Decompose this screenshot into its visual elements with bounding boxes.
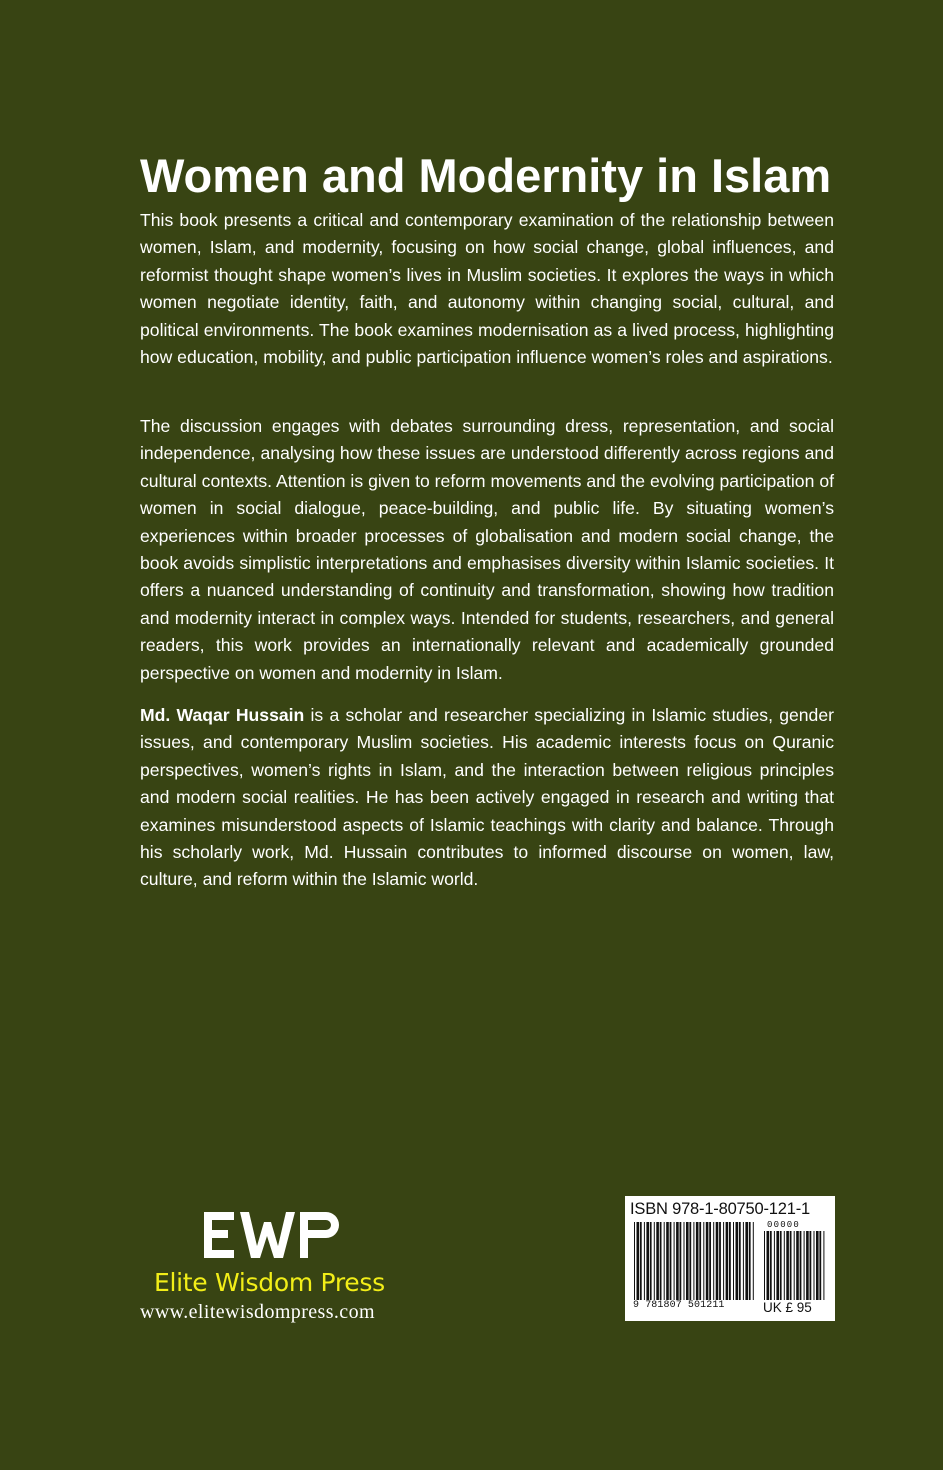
isbn-barcode: [625, 1196, 835, 1321]
ewp-logo-mark: [202, 1208, 342, 1260]
addon-barcode-bars: [763, 1231, 829, 1300]
publisher-name: Elite Wisdom Press: [154, 1268, 385, 1297]
book-title: Women and Modernity in Islam: [140, 149, 832, 202]
author-name: Md. Waqar Hussain: [140, 705, 305, 725]
ean-digits: 9 781807 501211: [633, 1300, 725, 1311]
description-paragraph-2: The discussion engages with debates surrounding dress, representation, and social independence, analysing how these issues are understood differently across regions and cultural contexts. Attention is given to reform movements and the evolving participation of women in social dialogue, peace-building, and public life. By situating women’s experiences within broader processes of globalisation and modern social change, the book avoids simplistic interpretations and emphasises diversity within Islamic societies. It offers a nuanced understanding of continuity and transformation, showing how tradition and modernity interact in complex ways. Intended for students, researchers, and general readers, this work provides an internationally relevant and academically grounded perspective on women and modernity in Islam.: [140, 416, 834, 683]
isbn-number: ISBN 978-1-80750-121-1: [630, 1200, 810, 1218]
barcode-addon-digits: 00000: [767, 1220, 801, 1230]
author-bio-text: is a scholar and researcher specializing in Islamic studies, gender issues, and contemporary Muslim societies. His academic interests focus on Quranic perspectives, women’s rights in Islam, and the interaction between religious principles and modern social realities. He has been actively engaged in research and writing that examines misunderstood aspects of Islamic teachings with clarity and balance. Through his scholarly work, Md. Hussain contributes to informed discourse on women, law, culture, and reform within the Islamic world.: [140, 705, 834, 890]
author-bio-paragraph: [140, 702, 834, 894]
publisher-url: www.elitewisdompress.com: [140, 1301, 375, 1323]
price-label: UK £ 95: [763, 1300, 812, 1315]
description-paragraph-1: This book presents a critical and contemporary examination of the relationship between women, Islam, and modernity, focusing on how social change, global influences, and reformist thought shape women’s lives in Muslim societies. It explores the ways in which women negotiate identity, faith, and autonomy within changing social, cultural, and political environments. The book examines modernisation as a lived process, highlighting how education, mobility, and public participation influence women’s roles and aspirations.: [140, 210, 834, 368]
ean-barcode-bars: [633, 1222, 757, 1300]
